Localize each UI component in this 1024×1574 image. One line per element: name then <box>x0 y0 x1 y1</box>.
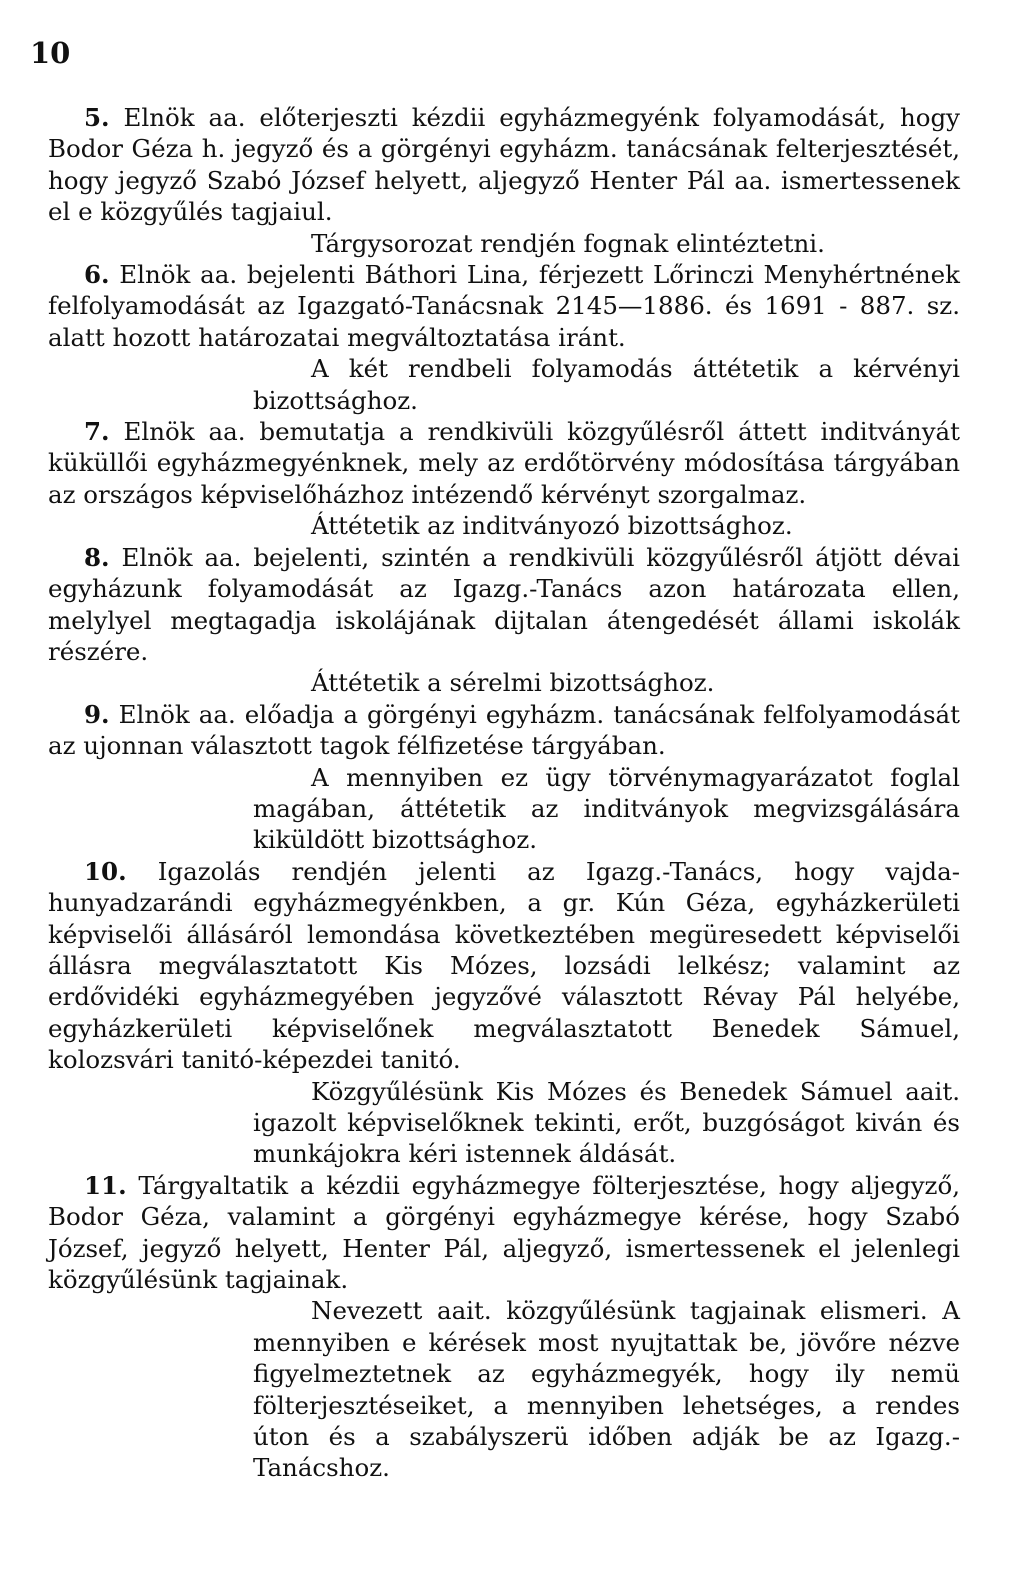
item-text: Elnök aa. bejelenti, szintén a rendkivüli közgyűlésről átjött dévai egyházunk folyamodását az Igazg.-Tanács azon határozata ellen, melylyel megtagadja iskolájának dijtalan átengedését állami iskolák részére. <box>48 542 960 666</box>
item-number: 6. <box>84 260 110 290</box>
resolution-7: Áttétetik az inditványozó bizottsághoz. <box>311 511 793 541</box>
item-number: 10. <box>84 856 127 886</box>
agenda-item-10 <box>48 856 960 1076</box>
item-text: Elnök aa. előterjeszti kézdii egyházmegyénk folyamodását, hogy Bodor Géza h. jegyző és a görgényi egyházm. tanácsának felterjesztését, hogy jegyző Szabó József helyett, aljegyző Henter Pál aa. ismertessenek el e közgyűlés tagjaiul. <box>48 103 960 227</box>
page-number: 10 <box>30 36 71 70</box>
item-text: Elnök aa. előadja a görgényi egyházm. tanácsának felfolyamodását az ujonnan választott tagok félfizetése tárgyában. <box>48 699 960 761</box>
agenda-item-11 <box>48 1170 960 1296</box>
item-number: 7. <box>84 417 110 447</box>
item-number: 11. <box>84 1170 127 1200</box>
agenda-item-8 <box>48 542 960 668</box>
item-number: 9. <box>84 699 110 729</box>
resolution-9: A mennyiben ez ügy törvénymagyarázatot foglal magában, áttétetik az inditványok megvizsgálására kiküldött bizottsághoz. <box>253 762 960 855</box>
document-body <box>48 102 960 1484</box>
resolution-5: Tárgysorozat rendjén fognak elintéztetni. <box>311 228 825 258</box>
item-number: 8. <box>84 542 110 572</box>
item-number: 5. <box>84 103 110 132</box>
resolution-8: Áttétetik a sérelmi bizottsághoz. <box>311 668 715 698</box>
resolution-10: Közgyűlésünk Kis Mózes és Benedek Sámuel aait. igazolt képviselőknek tekinti, erőt, buzgóságot kiván és munkájokra kéri istennek áldását. <box>253 1076 960 1169</box>
resolution-6: A két rendbeli folyamodás áttétetik a kérvényi bizottsághoz. <box>253 354 960 415</box>
agenda-item-6 <box>48 259 960 353</box>
agenda-item-7 <box>48 416 960 510</box>
item-text: Elnök aa. bemutatja a rendkivüli közgyűlésről áttett inditványát küküllői egyházmegyénknek, mely az erdőtörvény módosítása tárgyában az országos képviselőházhoz intézendő kérvényt szorgalmaz. <box>48 417 960 509</box>
resolution-11: Nevezett aait. közgyűlésünk tagjainak elismeri. A mennyiben e kérések most nyujtattak be, jövőre nézve figyelmeztetnek az egyházmegyék, hogy ily nemü fölterjesztéseiket, a mennyiben lehetséges, a rendes úton és a szabályszerü időben adják be az Igazg.-Tanácshoz. <box>253 1296 960 1483</box>
agenda-item-9 <box>48 699 960 762</box>
agenda-item-5 <box>48 102 960 228</box>
item-text: Igazolás rendjén jelenti az Igazg.-Tanács, hogy vajda-hunyadzarándi egyházmegyénkben, a gr. Kún Géza, egyházkerületi képviselői állásáról lemondása következtében megüresedett képviselői állásra megválasztatott Kis Mózes, lozsádi lelkész; valamint az erdővidéki egyházmegyében jegyzővé választott Révay Pál helyébe, egyházkerületi képviselőnek megválasztatott Benedek Sámuel, kolozsvári tanitó-képezdei tanitó. <box>48 856 960 1075</box>
item-text: Tárgyaltatik a kézdii egyházmegye fölterjesztése, hogy aljegyző, Bodor Géza, valamint a görgényi egyházmegye kérése, hogy Szabó József, jegyző helyett, Henter Pál, aljegyző, ismertessenek el jelenlegi közgyűlésünk tagjainak. <box>48 1170 960 1295</box>
item-text: Elnök aa. bejelenti Báthori Lina, férjezett Lőrinczi Menyhértnének felfolyamodását az Igazgató-Tanácsnak 2145—1886. és 1691 - 887. sz. alatt hozott határozatai megváltoztatása iránt. <box>48 260 960 352</box>
